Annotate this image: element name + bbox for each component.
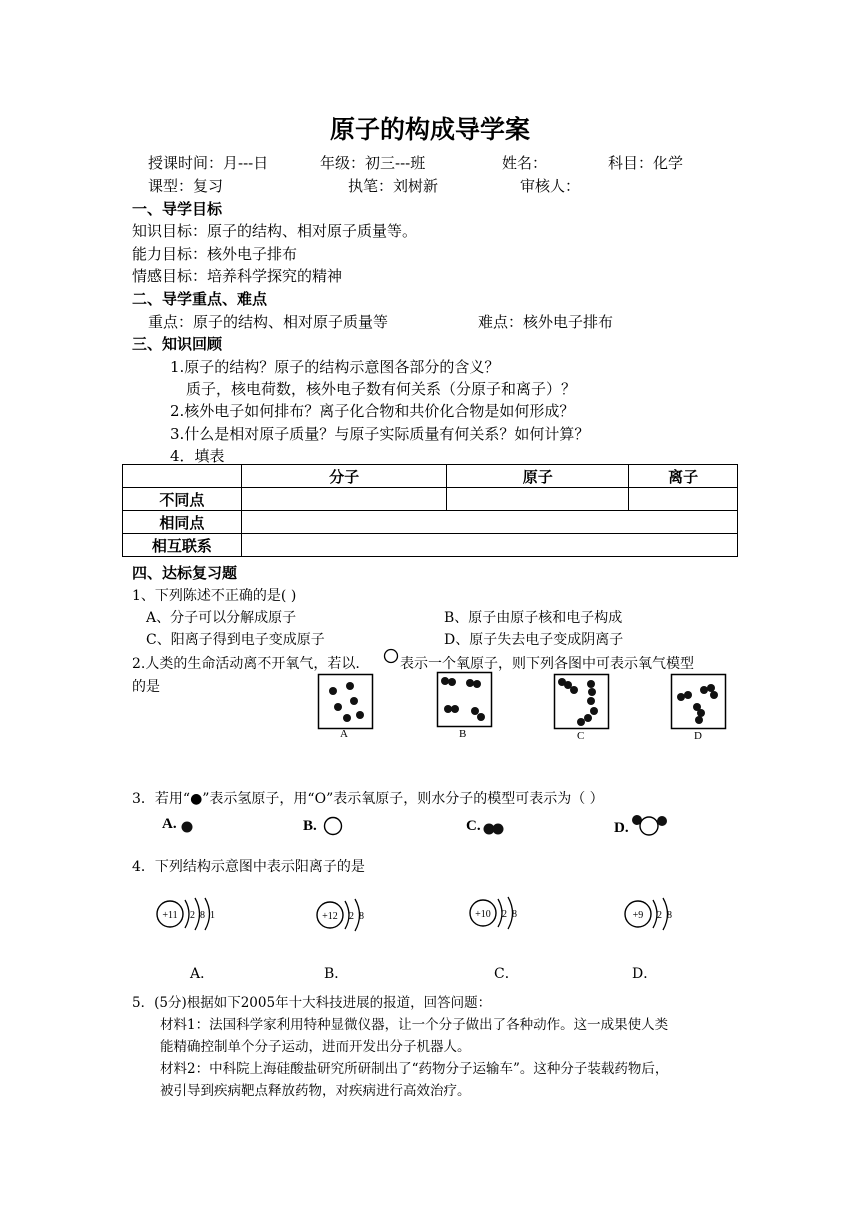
q4-nucleus-b: +12 <box>322 911 338 922</box>
question-2-part-2: 表示一个氧原子，则下列各图中可表示氧气模型 <box>400 656 694 672</box>
goal-knowledge: 知识目标：原子的结构、相对原子质量等。 <box>132 222 418 240</box>
question-1-option-b: B、原子由原子核和电子构成 <box>444 610 623 626</box>
q4-label-b: B． <box>324 966 349 982</box>
meta-subject: 科目：化学 <box>608 154 684 172</box>
q3-label-c: C. <box>466 818 481 834</box>
table-cell-same[interactable] <box>241 511 737 534</box>
q4-label-c: C． <box>494 966 519 982</box>
q5-material-2-line-2: 被引导到疾病靶点释放药物，对疾病进行高效治疗。 <box>160 1083 471 1099</box>
q3-model-d-icon <box>631 812 671 838</box>
table-cell-diff-ion[interactable] <box>629 488 738 511</box>
table-row <box>123 534 738 557</box>
q2-model-d <box>671 674 727 730</box>
q3-model-b-icon <box>322 815 344 837</box>
q5-material-1-line-2: 能精确控制单个分子运动，进而开发出分子机器人。 <box>160 1039 471 1055</box>
review-question-2: 2.核外电子如何排布？离子化合物和共价化合物是如何形成？ <box>170 402 575 420</box>
exercises-heading: 四、达标复习题 <box>132 564 238 582</box>
q3-model-c-icon <box>482 822 506 836</box>
q4-structure-b <box>314 895 374 939</box>
question-3: 3．若用“●”表示氢原子，用“O”表示氧原子，则水分子的模型可表示为（ ） <box>132 791 604 807</box>
q2-model-b <box>437 672 493 728</box>
table-row-label-diff: 不同点 <box>123 488 242 511</box>
q4-label-a: A． <box>190 966 215 982</box>
table-row <box>123 488 738 511</box>
q3-label-b: B. <box>303 818 317 834</box>
key-point: 重点：原子的结构、相对原子质量等 <box>148 313 389 331</box>
table-header-row <box>123 465 738 488</box>
key-heading: 二、导学重点、难点 <box>132 290 268 308</box>
q4-shell-c-1: 2 <box>502 909 507 920</box>
meta-name: 姓名： <box>502 154 548 172</box>
question-5: 5．(5分)根据如下2005年十大科技进展的报道，回答问题： <box>132 995 492 1011</box>
q2-label-c: C <box>577 730 585 742</box>
table-row-label-relation: 相互联系 <box>123 534 242 557</box>
review-question-3: 3.什么是相对原子质量？与原子实际质量有何关系？如何计算？ <box>170 425 590 443</box>
table-header-ion: 离子 <box>629 465 738 488</box>
q2-label-a: A <box>340 728 348 740</box>
q4-shell-d-1: 2 <box>657 910 662 921</box>
q4-shell-d-2: 8 <box>667 910 672 921</box>
q4-nucleus-d: +9 <box>632 910 644 921</box>
q4-nucleus-c: +10 <box>475 909 491 920</box>
table-cell-diff-molecule[interactable] <box>241 488 447 511</box>
question-1-option-c: C、阳离子得到电子变成原子 <box>146 632 325 648</box>
question-1-option-a: A、分子可以分解成原子 <box>146 610 297 626</box>
q4-shell-a-2: 8 <box>200 910 205 921</box>
q4-structure-d <box>622 894 682 938</box>
q4-label-d: D． <box>632 966 658 982</box>
q2-label-b: B <box>459 728 467 740</box>
q2-model-c <box>554 674 610 730</box>
table-cell-diff-atom[interactable] <box>447 488 629 511</box>
table-row <box>123 511 738 534</box>
table-cell-relation[interactable] <box>241 534 737 557</box>
review-question-1b: 质子，核电荷数，核外电子数有何关系（分原子和离子）？ <box>186 380 577 398</box>
goal-emotion: 情感目标：培养科学探究的精神 <box>132 267 343 285</box>
goal-ability: 能力目标：核外电子排布 <box>132 245 298 263</box>
table-corner-cell <box>123 465 242 488</box>
difficult-point: 难点：核外电子排布 <box>478 313 614 331</box>
review-question-4: 4．填表 <box>170 447 225 465</box>
page-title: 原子的构成导学案 <box>329 115 530 144</box>
question-1: 1、下列陈述不正确的是( ) <box>132 588 297 604</box>
meta-time: 授课时间：月---日 <box>148 154 269 172</box>
q2-label-d: D <box>694 730 702 742</box>
meta-reviewer: 审核人： <box>520 177 581 195</box>
goals-heading: 一、导学目标 <box>132 200 223 218</box>
table-row-label-same: 相同点 <box>123 511 242 534</box>
meta-grade: 年级：初三---班 <box>320 154 426 172</box>
q4-shell-a-1: 2 <box>190 910 195 921</box>
review-heading: 三、知识回顾 <box>132 335 223 353</box>
q4-structure-a <box>154 894 224 938</box>
oxygen-atom-icon <box>383 648 399 664</box>
question-2-part-1: 2.人类的生命活动离不开氧气，若以. <box>132 656 360 672</box>
q4-shell-b-2: 8 <box>359 911 364 922</box>
table-header-atom: 原子 <box>447 465 629 488</box>
q4-shell-a-3: 1 <box>210 910 215 921</box>
q5-material-2-line-1: 材料2：中科院上海硅酸盐研究所研制出了“药物分子运输车”。这种分子装载药物后， <box>160 1061 669 1077</box>
q4-structure-c <box>467 893 527 937</box>
meta-author: 执笔：刘树新 <box>348 177 439 195</box>
q5-material-1-line-1: 材料1：法国科学家利用特种显微仪器，让一个分子做出了各种动作。这一成果使人类 <box>160 1017 669 1033</box>
q3-label-d: D. <box>614 820 629 836</box>
q4-shell-b-1: 2 <box>349 911 354 922</box>
review-question-1: 1.原子的结构？原子的结构示意图各部分的含义？ <box>170 358 500 376</box>
q4-shell-c-2: 8 <box>512 909 517 920</box>
q3-model-a-icon <box>180 820 194 834</box>
question-4: 4．下列结构示意图中表示阳离子的是 <box>132 859 365 875</box>
q4-nucleus-a: +11 <box>162 910 178 921</box>
comparison-table <box>122 464 738 557</box>
question-2-line-2: 的是 <box>132 679 160 695</box>
question-1-option-d: D、原子失去电子变成阴离子 <box>444 632 624 648</box>
q2-model-a <box>318 674 374 730</box>
table-header-molecule: 分子 <box>241 465 447 488</box>
meta-type: 课型：复习 <box>148 177 224 195</box>
q3-label-a: A. <box>162 816 177 832</box>
